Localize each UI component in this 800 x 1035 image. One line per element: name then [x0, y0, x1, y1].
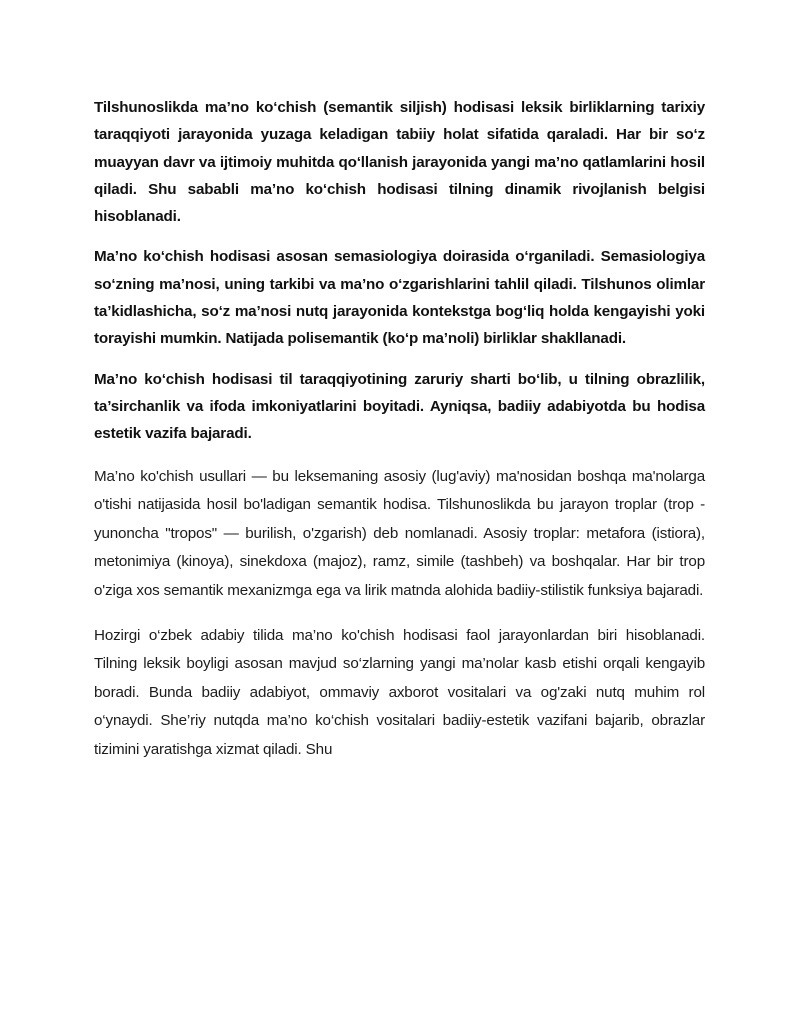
- paragraph-language-development: Ma’no ko‘chish hodisasi til taraqqiyotining zaruriy sharti bo‘lib, u tilning obrazlilik, ta’sirchanlik va ifoda imkoniyatlarini boyitadi. Ayniqsa, badiiy adabiyotda bu hodisa estetik vazifa bajaradi.: [94, 370, 705, 443]
- paragraph-tropes: Ma’no ko'chish usullari — bu leksemaning asosiy (lug'aviy) ma'nosidan boshqa ma'nolarga o'tishi natijasida hosil bo'ladigan semantik hodisa. Tilshunoslikda bu jarayon troplar (trop - yunoncha "tropos" — burilish, o'zgarish) deb nomlanadi. Asosiy troplar: metafora (istiora), metonimiya (kinoya), sinekdoxa (majoz), ramz, simile (tashbeh) va boshqalar. Har bir trop o'ziga xos semantik mexanizmga ega va lirik matnda alohida badiiy-stilistik funksiya bajaradi.: [94, 467, 705, 599]
- paragraph-modern-uzbek: Hozirgi o‘zbek adabiy tilida ma’no ko'chish hodisasi faol jarayonlardan biri hisoblanadi. Tilning leksik boyligi asosan mavjud so‘zlarning yangi ma’nolar kasb etishi orqali kengayib boradi. Bunda badiiy adabiyot, ommaviy axborot vositalari va og'zaki nutq muhim rol o‘ynaydi. She’riy nutqda ma’no ko‘chish vositalari badiiy-estetik vazifani bajarib, obrazlar tizimini yaratishga xizmat qiladi. Shu: [94, 626, 705, 758]
- document-page: [94, 94, 705, 779]
- paragraph-semantic-shift-intro: Tilshunoslikda ma’no ko‘chish (semantik siljish) hodisasi leksik birliklarning tarixiy taraqqiyoti jarayonida yuzaga keladigan tabiiy holat sifatida qaraladi. Har bir so‘z muayyan davr va ijtimoiy muhitda qo‘llanish jarayonida yangi ma’no qatlamlarini hosil qiladi. Shu sababli ma’no ko‘chish hodisasi tilning dinamik rivojlanish belgisi hisoblanadi.: [94, 99, 705, 226]
- paragraph-semasiology: Ma’no ko‘chish hodisasi asosan semasiologiya doirasida o‘rganiladi. Semasiologiya so‘zning ma’nosi, uning tarkibi va ma’no o‘zgarishlarini tahlil qiladi. Tilshunos olimlar ta’kidlashicha, so‘z ma’nosi nutq jarayonida kontekstga bog‘liq holda kengayishi yoki torayishi mumkin. Natijada polisemantik (ko‘p ma’noli) birliklar shakllanadi.: [94, 248, 705, 348]
